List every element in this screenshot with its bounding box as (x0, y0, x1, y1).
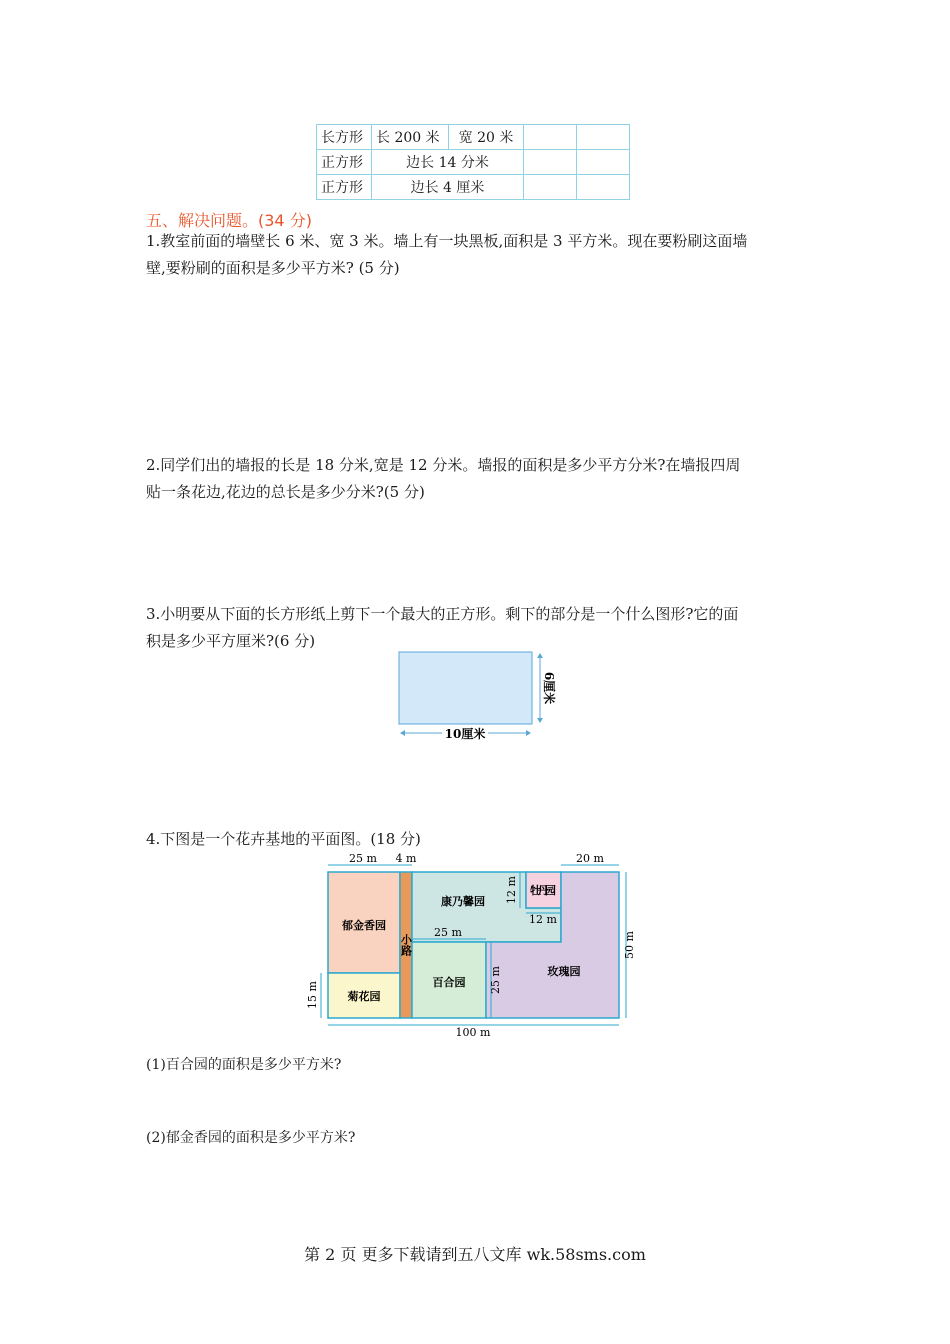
dimension-label: 25 m (349, 852, 377, 865)
paper-rectangle (399, 652, 532, 724)
question-text: 壁,要粉刷的面积是多少平方米? (5 分) (146, 259, 400, 277)
dimension-label: 100 m (455, 1026, 491, 1039)
garden-label: 百合园 (432, 976, 466, 989)
table-cell-shape: 长方形 (317, 125, 372, 150)
table-cell-shape: 正方形 (317, 150, 372, 175)
garden-label: 郁金香园 (342, 919, 386, 932)
table-row (317, 150, 630, 175)
table-row (317, 125, 630, 150)
height-label: 6厘米 (542, 671, 556, 705)
garden-label: 小路 (399, 934, 413, 956)
table-cell-answer (577, 175, 630, 200)
dimension-label: 15 m (306, 981, 319, 1009)
dimension-table (316, 124, 630, 200)
arrow-left-icon (400, 730, 405, 736)
section-title: 五、解决问题。(34 分) (146, 211, 312, 230)
question-1 (146, 228, 806, 282)
arrow-up-icon (537, 653, 543, 658)
page-footer: 第 2 页 更多下载请到五八文库 wk.58sms.com (304, 1245, 646, 1264)
table-cell-dimension: 长 200 米 (372, 125, 449, 150)
table-cell-shape: 正方形 (317, 175, 372, 200)
garden-label: 康乃馨园 (441, 895, 485, 908)
flower-base-plan (300, 850, 650, 1045)
sub-question-1: (1)百合园的面积是多少平方米? (146, 1057, 342, 1073)
table-cell-answer (577, 150, 630, 175)
question-text: 2.同学们出的墙报的长是 18 分米,宽是 12 分米。墙报的面积是多少平方分米?在墙报四周 (146, 456, 741, 474)
dimension-label: 12 m (529, 913, 557, 926)
dimension-label: 20 m (576, 852, 604, 865)
width-label: 10厘米 (444, 727, 486, 741)
garden-label: 玫瑰园 (547, 965, 581, 978)
garden-label: 牡丹园 (530, 884, 556, 897)
dimension-label: 12 m (505, 876, 518, 904)
dimension-label: 25 m (489, 966, 502, 994)
dimension-label: 50 m (623, 931, 636, 959)
question-text: 3.小明要从下面的长方形纸上剪下一个最大的正方形。剩下的部分是一个什么图形?它的面 (146, 605, 739, 623)
dimension-label: 4 m (395, 852, 417, 865)
arrow-right-icon (526, 730, 531, 736)
table-cell-answer (577, 125, 630, 150)
rectangle-paper-figure (390, 645, 560, 745)
table-cell-dimension: 宽 20 米 (449, 125, 524, 150)
table-cell-dimension: 边长 14 分米 (372, 150, 524, 175)
sub-question-2: (2)郁金香园的面积是多少平方米? (146, 1130, 356, 1146)
table-cell-answer (524, 125, 577, 150)
arrow-down-icon (537, 718, 543, 723)
question-2 (146, 452, 806, 506)
garden-label: 菊花园 (347, 990, 381, 1003)
question-text: 1.教室前面的墙壁长 6 米、宽 3 米。墙上有一块黑板,面积是 3 平方米。现在要粉刷这面墙 (146, 232, 748, 250)
question-4-title: 4.下图是一个花卉基地的平面图。(18 分) (146, 830, 421, 848)
table-cell-dimension: 边长 4 厘米 (372, 175, 524, 200)
question-text: 贴一条花边,花边的总长是多少分米?(5 分) (146, 483, 425, 501)
table-cell-answer (524, 150, 577, 175)
table-row (317, 175, 630, 200)
table-cell-answer (524, 175, 577, 200)
question-text: 积是多少平方厘米?(6 分) (146, 632, 316, 650)
dimension-label: 25 m (434, 926, 462, 939)
